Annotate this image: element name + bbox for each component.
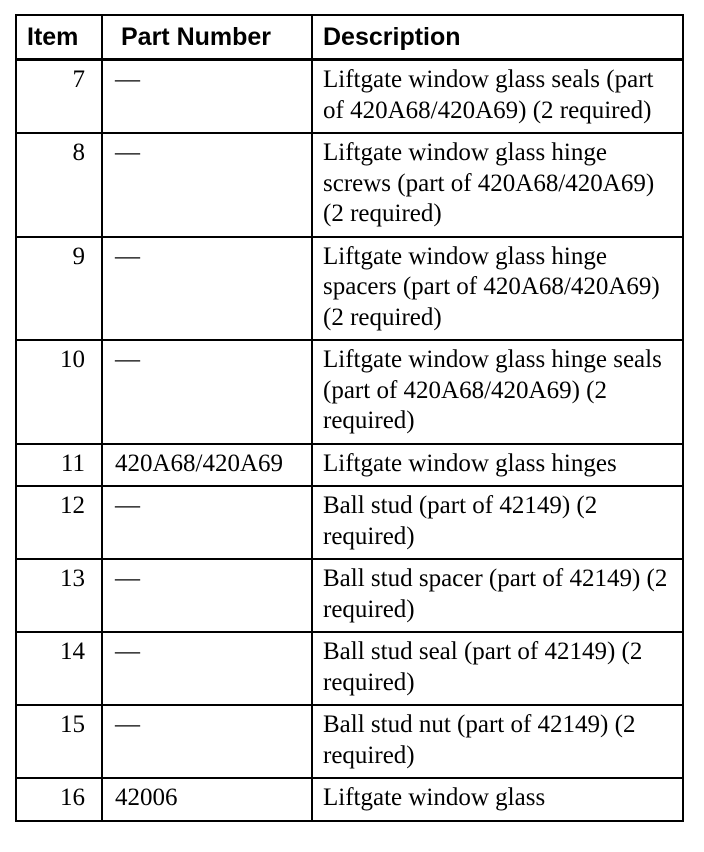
parts-table — [15, 14, 684, 822]
table-row — [16, 133, 683, 237]
item-number-cell: 11 — [16, 444, 102, 487]
description-cell: Ball stud spacer (part of 42149) (2 required) — [312, 559, 683, 632]
part-number-cell: — — [102, 486, 312, 559]
description-cell: Ball stud (part of 42149) (2 required) — [312, 486, 683, 559]
part-number-cell: 42006 — [102, 778, 312, 821]
table-header — [16, 15, 683, 60]
description-cell: Liftgate window glass seals (part of 420A68/420A69) (2 required) — [312, 60, 683, 134]
part-number-cell: — — [102, 632, 312, 705]
description-cell: Liftgate window glass — [312, 778, 683, 821]
description-cell: Liftgate window glass hinge seals (part of 420A68/420A69) (2 required) — [312, 340, 683, 444]
description-cell: Liftgate window glass hinge spacers (part of 420A68/420A69) (2 required) — [312, 237, 683, 341]
table-body — [16, 60, 683, 821]
item-number-cell: 14 — [16, 632, 102, 705]
item-number-cell: 16 — [16, 778, 102, 821]
table-row — [16, 559, 683, 632]
item-number-cell: 9 — [16, 237, 102, 341]
part-number-cell: — — [102, 340, 312, 444]
description-cell: Liftgate window glass hinge screws (part of 420A68/420A69) (2 required) — [312, 133, 683, 237]
part-number-cell: — — [102, 705, 312, 778]
description-cell: Liftgate window glass hinges — [312, 444, 683, 487]
item-number-cell: 13 — [16, 559, 102, 632]
header-row — [16, 15, 683, 60]
part-number-cell: — — [102, 559, 312, 632]
table-row — [16, 632, 683, 705]
table-row — [16, 444, 683, 487]
table-row — [16, 486, 683, 559]
table-row — [16, 340, 683, 444]
table-row — [16, 778, 683, 821]
description-cell: Ball stud seal (part of 42149) (2 required) — [312, 632, 683, 705]
column-header-part-number: Part Number — [102, 15, 312, 60]
table-row — [16, 705, 683, 778]
part-number-cell: 420A68/420A69 — [102, 444, 312, 487]
item-number-cell: 7 — [16, 60, 102, 134]
part-number-cell: — — [102, 60, 312, 134]
item-number-cell: 12 — [16, 486, 102, 559]
column-header-item: Item — [16, 15, 102, 60]
item-number-cell: 15 — [16, 705, 102, 778]
item-number-cell: 8 — [16, 133, 102, 237]
item-number-cell: 10 — [16, 340, 102, 444]
table-row — [16, 237, 683, 341]
part-number-cell: — — [102, 133, 312, 237]
description-cell: Ball stud nut (part of 42149) (2 required) — [312, 705, 683, 778]
part-number-cell: — — [102, 237, 312, 341]
column-header-description: Description — [312, 15, 683, 60]
table-row — [16, 60, 683, 134]
